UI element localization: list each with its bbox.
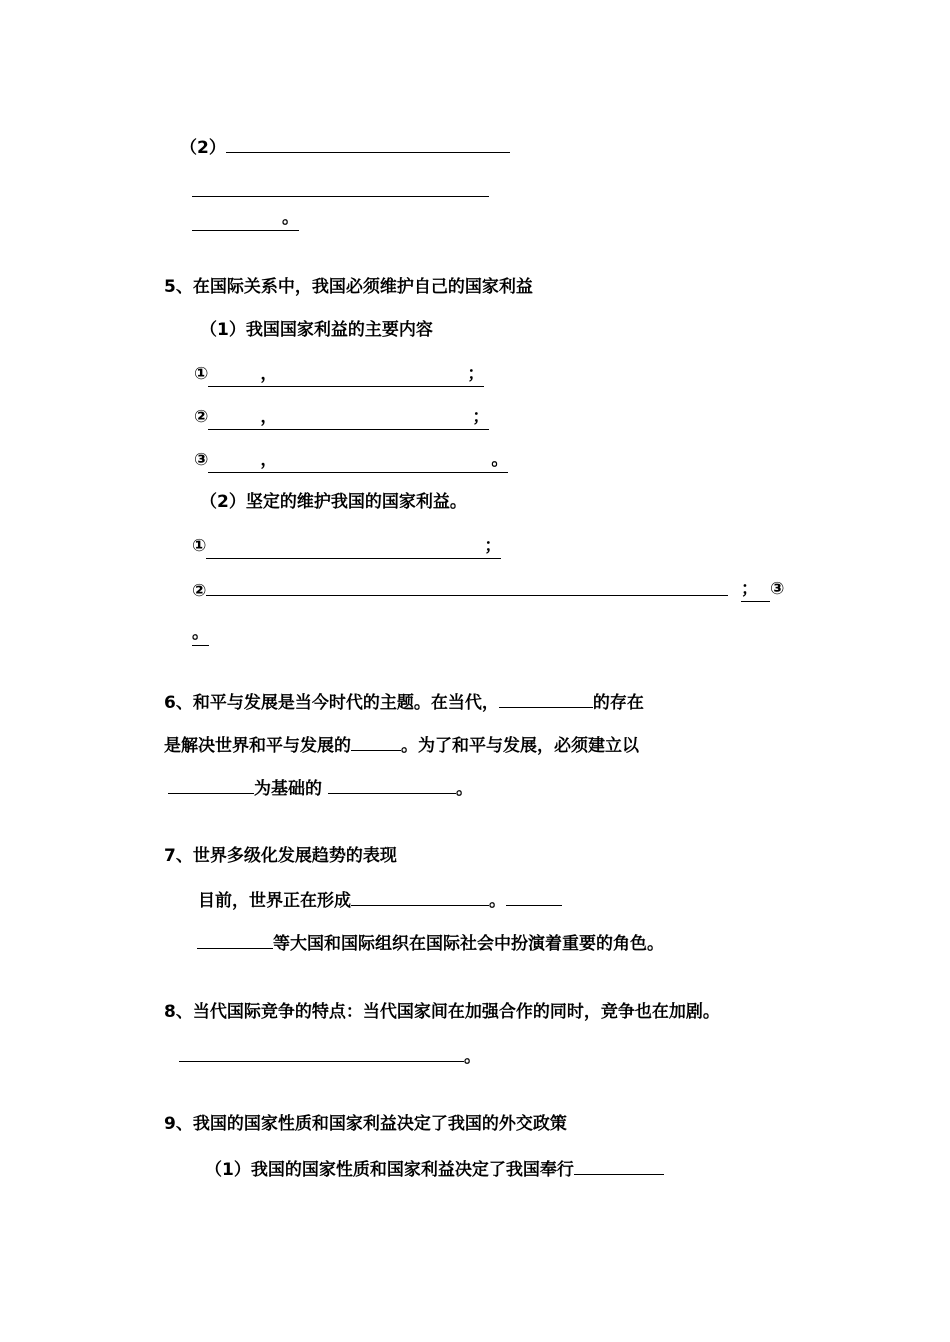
circled-1: ① [194,364,209,384]
blank[interactable] [351,887,489,906]
s5-sub1: （1）我国国家利益的主要内容 [200,320,433,340]
blank[interactable] [351,732,401,751]
s4-sub2-label: （2） [180,138,226,158]
s6-line-1: 6、和平与发展是当今时代的主题。在当代， 的存在 [164,689,644,713]
s6-line-3: 为基础的 。 [168,775,473,799]
blank[interactable] [197,930,273,949]
s7-line-2: 等大国和国际组织在国际社会中扮演着重要的角色。 [197,930,664,954]
blank-with-period[interactable]: 。 [192,206,299,231]
s5-sub2-item-3 [741,577,784,601]
blank-pair[interactable]: ， ； [208,362,484,387]
s5-sub2-item-2 [192,577,728,601]
s7-title: 7、世界多级化发展趋势的表现 [164,846,397,866]
blank-pair[interactable]: ， ； [208,405,489,430]
blank[interactable] [226,134,510,153]
s6-line-2: 是解决世界和平与发展的 。为了和平与发展，必须建立以 [164,732,639,756]
circled-3: ③ [194,450,209,470]
blank[interactable]: ； [741,577,770,602]
blank-with-period[interactable]: 。 [192,621,209,646]
s8-line-1: 。 [179,1043,481,1067]
circled-2: ② [192,581,207,601]
blank[interactable] [206,577,728,596]
s5-item-3 [194,448,508,472]
s5-item-2 [194,405,489,429]
blank[interactable] [328,775,456,794]
blank-pair[interactable]: ， 。 [208,448,508,473]
blank[interactable] [168,775,254,794]
s5-sub2: （2）坚定的维护我国的国家利益。 [200,492,467,512]
blank[interactable] [574,1156,664,1175]
s9-title: 9、我国的国家性质和国家利益决定了我国的外交政策 [164,1114,567,1134]
s4-blank-line-2 [192,178,489,202]
blank[interactable] [499,689,593,708]
s4-blank-line-3 [192,206,299,230]
blank[interactable] [192,178,489,197]
s8-title: 8、当代国际竞争的特点：当代国家间在加强合作的同时，竞争也在加剧。 [164,1002,720,1022]
s4-sub2-line [180,134,510,158]
blank[interactable]: ； [206,534,501,559]
circled-2: ② [194,407,209,427]
blank[interactable] [506,887,562,906]
s5-sub2-end [192,621,209,645]
s9-sub1: （1）我国的国家性质和国家利益决定了我国奉行 [205,1156,664,1180]
s5-item-1 [194,362,484,386]
circled-1: ① [192,536,207,556]
circled-3: ③ [770,579,785,599]
blank[interactable] [179,1043,464,1062]
s7-line-1: 目前，世界正在形成 。 [198,887,562,911]
s5-sub2-item-1 [192,534,501,558]
s5-title: 5、在国际关系中，我国必须维护自己的国家利益 [164,277,533,297]
